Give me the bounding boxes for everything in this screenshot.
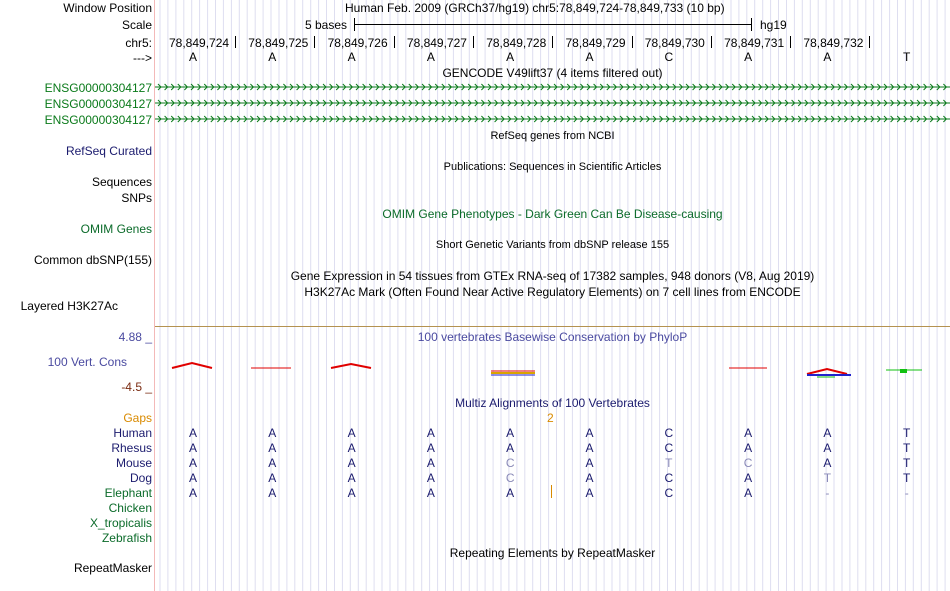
alignment-base: T — [903, 426, 911, 440]
alignment-base: A — [268, 471, 277, 485]
alignment-base: A — [823, 456, 832, 470]
genomic-base: A — [585, 50, 594, 64]
alignment-base: T — [903, 441, 911, 455]
gtex-track-title: Gene Expression in 54 tissues from GTEx RNA-seq of 17382 samples, 948 donors (V8, Aug 2019) — [290, 269, 815, 283]
cons-max-label: 4.88 _ — [118, 330, 152, 344]
alignment-base: A — [506, 426, 515, 440]
species-label[interactable]: Dog — [129, 471, 152, 485]
ruler-tick — [235, 36, 236, 48]
genomic-base: A — [347, 50, 356, 64]
ruler-tick — [711, 36, 712, 48]
alignment-base: A — [823, 441, 832, 455]
multiz-track-title: Multiz Alignments of 100 Vertebrates — [455, 396, 650, 410]
sequences-label[interactable]: Sequences — [91, 175, 152, 189]
gene-row-label[interactable]: ENSG00000304127 — [44, 81, 152, 95]
alignment-base: A — [426, 486, 435, 500]
cons-signal — [155, 355, 950, 385]
species-label[interactable]: Zebrafish — [101, 531, 152, 545]
gene-row-label[interactable]: ENSG00000304127 — [44, 113, 152, 127]
species-label[interactable]: Rhesus — [111, 441, 152, 455]
window-position-label: Window Position — [63, 1, 152, 15]
scale-assembly: hg19 — [760, 18, 787, 32]
genomic-base: A — [188, 50, 197, 64]
gene-feature[interactable] — [155, 99, 950, 107]
species-label[interactable]: X_tropicalis — [89, 516, 152, 530]
ruler-coordinate: 78,849,725 — [248, 36, 309, 50]
alignment-base: T — [665, 456, 673, 470]
alignment-base: A — [744, 486, 753, 500]
cons-peak — [172, 363, 212, 368]
scale-text: 5 bases — [305, 18, 348, 32]
alignment-base: A — [268, 456, 277, 470]
species-label[interactable]: Elephant — [104, 486, 152, 500]
genomic-base: A — [744, 50, 753, 64]
cons-track-top-line — [155, 326, 950, 327]
ruler-tick — [869, 36, 870, 48]
ruler-coordinate: 78,849,730 — [644, 36, 705, 50]
alignment-base: C — [505, 471, 515, 485]
alignment-base: A — [347, 471, 356, 485]
alignment-base: A — [268, 486, 277, 500]
alignment-base: T — [823, 471, 832, 485]
alignment-base: C — [505, 456, 515, 470]
alignment-base: A — [188, 441, 197, 455]
alignment-base: - — [825, 486, 830, 500]
ruler-tick — [790, 36, 791, 48]
ruler-coordinate: 78,849,732 — [803, 36, 864, 50]
h3k27-track-title: H3K27Ac Mark (Often Found Near Active Regulatory Elements) on 7 cell lines from ENCODE — [304, 285, 801, 299]
gene-feature[interactable] — [155, 115, 950, 123]
alignment-base: A — [426, 441, 435, 455]
gene-feature[interactable] — [155, 83, 950, 91]
cons-peak — [331, 364, 371, 368]
alignment-base: A — [347, 486, 356, 500]
alignment-base: A — [585, 441, 594, 455]
ruler-coordinate: 78,849,726 — [327, 36, 388, 50]
alignment-base: A — [188, 426, 197, 440]
alignment-base: C — [664, 426, 674, 440]
alignment-base: A — [188, 456, 197, 470]
alignment-base: A — [585, 486, 594, 500]
publications-track-title: Publications: Sequences in Scientific Articles — [443, 161, 662, 173]
species-label[interactable]: Human — [113, 426, 152, 440]
alignment-base: A — [347, 426, 356, 440]
alignment-base: C — [664, 471, 674, 485]
alignment-base: A — [426, 471, 435, 485]
alignment-base: A — [744, 471, 753, 485]
gap-count: 2 — [547, 411, 554, 425]
gap-marker — [551, 485, 552, 498]
genomic-base: A — [506, 50, 515, 64]
h3k27-label[interactable]: Layered H3K27Ac — [20, 299, 118, 313]
alignment-base: C — [743, 456, 753, 470]
ruler-coordinate: 78,849,731 — [724, 36, 785, 50]
ruler-tick — [473, 36, 474, 48]
window-position-text: Human Feb. 2009 (GRCh37/hg19) chr5:78,849,724-78,849,733 (10 bp) — [345, 1, 725, 15]
alignment-base: A — [744, 441, 753, 455]
refseq-label[interactable]: RefSeq Curated — [65, 144, 152, 158]
species-label[interactable]: Mouse — [115, 456, 152, 470]
alignment-base: A — [823, 426, 832, 440]
cons-label[interactable]: 100 Vert. Cons — [47, 355, 127, 369]
alignment-base: C — [664, 441, 674, 455]
ruler-tick — [632, 36, 633, 48]
genomic-base: A — [268, 50, 277, 64]
ruler-coordinate: 78,849,727 — [406, 36, 467, 50]
alignment-base: A — [188, 471, 197, 485]
genomic-base: A — [823, 50, 832, 64]
gene-row-label[interactable]: ENSG00000304127 — [44, 97, 152, 111]
alignment-base: A — [506, 486, 515, 500]
track-label-column — [0, 0, 154, 591]
alignment-base: A — [426, 426, 435, 440]
gaps-label: Gaps — [123, 411, 152, 425]
ruler-coordinate: 78,849,724 — [169, 36, 230, 50]
alignment-base: A — [744, 426, 753, 440]
alignment-base: T — [903, 456, 911, 470]
alignment-base: C — [664, 486, 674, 500]
alignment-base: T — [903, 471, 911, 485]
alignment-base: A — [585, 456, 594, 470]
ruler-tick — [314, 36, 315, 48]
alignment-base: A — [188, 486, 197, 500]
cons-min-label: -4.5 _ — [121, 380, 152, 394]
ruler-coordinate: 78,849,728 — [486, 36, 547, 50]
alignment-base: A — [268, 441, 277, 455]
cons-bar — [900, 369, 907, 373]
dbsnp-label[interactable]: Common dbSNP(155) — [33, 253, 152, 267]
ruler-tick — [394, 36, 395, 48]
alignment-base: A — [347, 456, 356, 470]
ruler-coordinate: 78,849,729 — [565, 36, 626, 50]
genomic-base: C — [664, 50, 674, 64]
omim-track-title: OMIM Gene Phenotypes - Dark Green Can Be Disease-causing — [382, 207, 723, 221]
strand-label: ---> — [133, 51, 152, 65]
alignment-base: A — [347, 441, 356, 455]
species-label[interactable]: Chicken — [108, 501, 152, 515]
snps-label[interactable]: SNPs — [121, 191, 152, 205]
scale-label: Scale — [121, 18, 152, 32]
chr-label: chr5: — [125, 36, 152, 50]
scale-bar-left-tick — [354, 18, 355, 31]
alignment-base: - — [904, 486, 909, 500]
dbsnp-track-title: Short Genetic Variants from dbSNP release 155 — [435, 239, 670, 251]
gencode-track-title[interactable]: GENCODE V49lift37 (4 items filtered out) — [442, 66, 663, 80]
repeatmasker-track-title: Repeating Elements by RepeatMasker — [449, 546, 656, 560]
genomic-base: A — [426, 50, 435, 64]
alignment-base: A — [268, 426, 277, 440]
alignment-base: A — [585, 426, 594, 440]
scale-bar-right-tick — [751, 18, 752, 31]
alignment-base: A — [506, 441, 515, 455]
alignment-base: A — [426, 456, 435, 470]
ruler-tick — [552, 36, 553, 48]
repeatmasker-label[interactable]: RepeatMasker — [73, 561, 152, 575]
refseq-track-title: RefSeq genes from NCBI — [490, 130, 615, 142]
alignment-base: A — [585, 471, 594, 485]
omim-label[interactable]: OMIM Genes — [80, 222, 152, 236]
genomic-base: T — [903, 50, 911, 64]
cons-track-title: 100 vertebrates Basewise Conservation by PhyloP — [417, 330, 688, 344]
scale-bar — [354, 24, 751, 25]
track-area[interactable] — [155, 0, 950, 591]
cons-peak — [807, 369, 847, 374]
